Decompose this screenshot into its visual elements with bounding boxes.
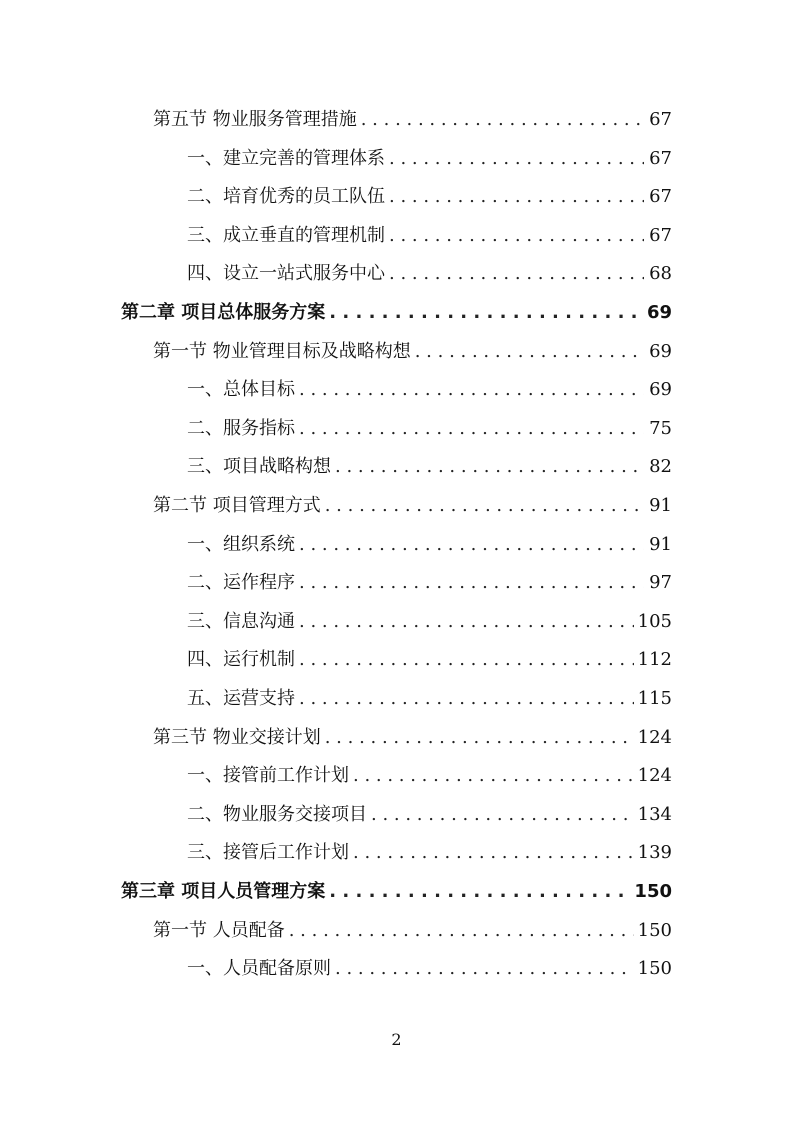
toc-entry-title: 二、物业服务交接项目 (187, 804, 367, 825)
toc-leader-dots (299, 644, 634, 676)
toc-entry-title: 五、运营支持 (187, 688, 295, 709)
toc-entry-page: 67 (649, 109, 672, 130)
toc-entry-page: 91 (649, 534, 672, 555)
toc-entry-page: 82 (649, 456, 672, 477)
toc-leader-dots (335, 451, 644, 483)
toc-entry[interactable] (187, 606, 672, 638)
toc-entry-title: 一、建立完善的管理体系 (187, 148, 385, 169)
toc-entry-title: 第一节 人员配备 (153, 920, 285, 941)
toc-entry[interactable] (187, 760, 672, 792)
toc-entry-title: 三、成立垂直的管理机制 (187, 225, 385, 246)
toc-entry-title: 第二节 项目管理方式 (153, 495, 321, 516)
toc-entry-title: 第三章 项目人员管理方案 (121, 881, 326, 902)
toc-leader-dots (325, 490, 644, 522)
toc-entry[interactable] (187, 143, 672, 175)
toc-leader-dots (353, 760, 634, 792)
toc-entry-page: 69 (646, 302, 672, 323)
toc-entry[interactable] (187, 799, 672, 831)
toc-entry-page: 150 (634, 881, 672, 902)
toc-entry-page: 69 (649, 379, 672, 400)
toc-leader-dots (299, 606, 634, 638)
toc-entry-title: 三、接管后工作计划 (187, 842, 349, 863)
toc-entry-page: 69 (649, 341, 672, 362)
toc-entry-title: 第三节 物业交接计划 (153, 727, 321, 748)
page-number: 2 (391, 1030, 402, 1049)
toc-entry-title: 第二章 项目总体服务方案 (121, 302, 326, 323)
toc-entry[interactable] (187, 220, 672, 252)
toc-entry-page: 91 (649, 495, 672, 516)
toc-leader-dots (389, 220, 644, 252)
toc-chapter-entry[interactable] (121, 297, 672, 329)
toc-entry[interactable] (153, 915, 672, 947)
toc-entry-page: 97 (649, 572, 672, 593)
toc-leader-dots (299, 374, 644, 406)
toc-leader-dots (299, 683, 634, 715)
toc-entry-title: 三、信息沟通 (187, 611, 295, 632)
toc-entry[interactable] (187, 953, 672, 985)
toc-entry[interactable] (153, 336, 672, 368)
toc-entry-page: 75 (649, 418, 672, 439)
toc-entry-page: 68 (649, 263, 672, 284)
toc-entry-page: 67 (649, 148, 672, 169)
toc-entry[interactable] (187, 258, 672, 290)
toc-leader-dots (389, 258, 644, 290)
toc-entry[interactable] (187, 451, 672, 483)
toc-entry[interactable] (187, 413, 672, 445)
toc-entry-page: 67 (649, 225, 672, 246)
toc-leader-dots (329, 876, 630, 908)
toc-leader-dots (299, 567, 644, 599)
toc-entry-title: 二、培育优秀的员工队伍 (187, 186, 385, 207)
toc-entry-title: 四、运行机制 (187, 649, 295, 670)
toc-entry-page: 139 (637, 842, 672, 863)
toc-entry[interactable] (187, 374, 672, 406)
toc-entry[interactable] (187, 567, 672, 599)
toc-entry-page: 124 (637, 765, 672, 786)
toc-entry-title: 一、接管前工作计划 (187, 765, 349, 786)
toc-entry-page: 105 (637, 611, 672, 632)
toc-entry[interactable] (187, 181, 672, 213)
toc-entry-page: 134 (637, 804, 672, 825)
toc-entry-page: 124 (637, 727, 672, 748)
toc-leader-dots (361, 104, 644, 136)
toc-leader-dots (371, 799, 634, 831)
toc-leader-dots (299, 413, 644, 445)
toc-leader-dots (289, 915, 634, 947)
toc-entry-page: 150 (637, 920, 672, 941)
toc-entry-title: 一、组织系统 (187, 534, 295, 555)
toc-entry-title: 第一节 物业管理目标及战略构想 (153, 341, 411, 362)
toc-leader-dots (329, 297, 643, 329)
toc-entry[interactable] (153, 104, 672, 136)
toc-entry-page: 67 (649, 186, 672, 207)
toc-entry-page: 115 (637, 688, 672, 709)
toc-chapter-entry[interactable] (121, 876, 672, 908)
toc-entry-title: 二、服务指标 (187, 418, 295, 439)
toc-leader-dots (389, 143, 644, 175)
toc-entry-page: 112 (637, 649, 672, 670)
toc-entry[interactable] (187, 644, 672, 676)
toc-entry-title: 四、设立一站式服务中心 (187, 263, 385, 284)
toc-entry-page: 150 (637, 958, 672, 979)
toc-leader-dots (415, 336, 644, 368)
toc-entry-title: 一、人员配备原则 (187, 958, 331, 979)
toc-leader-dots (335, 953, 634, 985)
toc-entry[interactable] (153, 490, 672, 522)
toc-leader-dots (389, 181, 644, 213)
toc-entry[interactable] (187, 529, 672, 561)
toc-leader-dots (353, 837, 634, 869)
toc-entry-title: 三、项目战略构想 (187, 456, 331, 477)
toc-entry-title: 一、总体目标 (187, 379, 295, 400)
toc-entry[interactable] (187, 837, 672, 869)
toc-entry-title: 第五节 物业服务管理措施 (153, 109, 357, 130)
toc-leader-dots (325, 722, 634, 754)
toc-leader-dots (299, 529, 644, 561)
toc-entry[interactable] (153, 722, 672, 754)
toc-entry[interactable] (187, 683, 672, 715)
toc-entry-title: 二、运作程序 (187, 572, 295, 593)
